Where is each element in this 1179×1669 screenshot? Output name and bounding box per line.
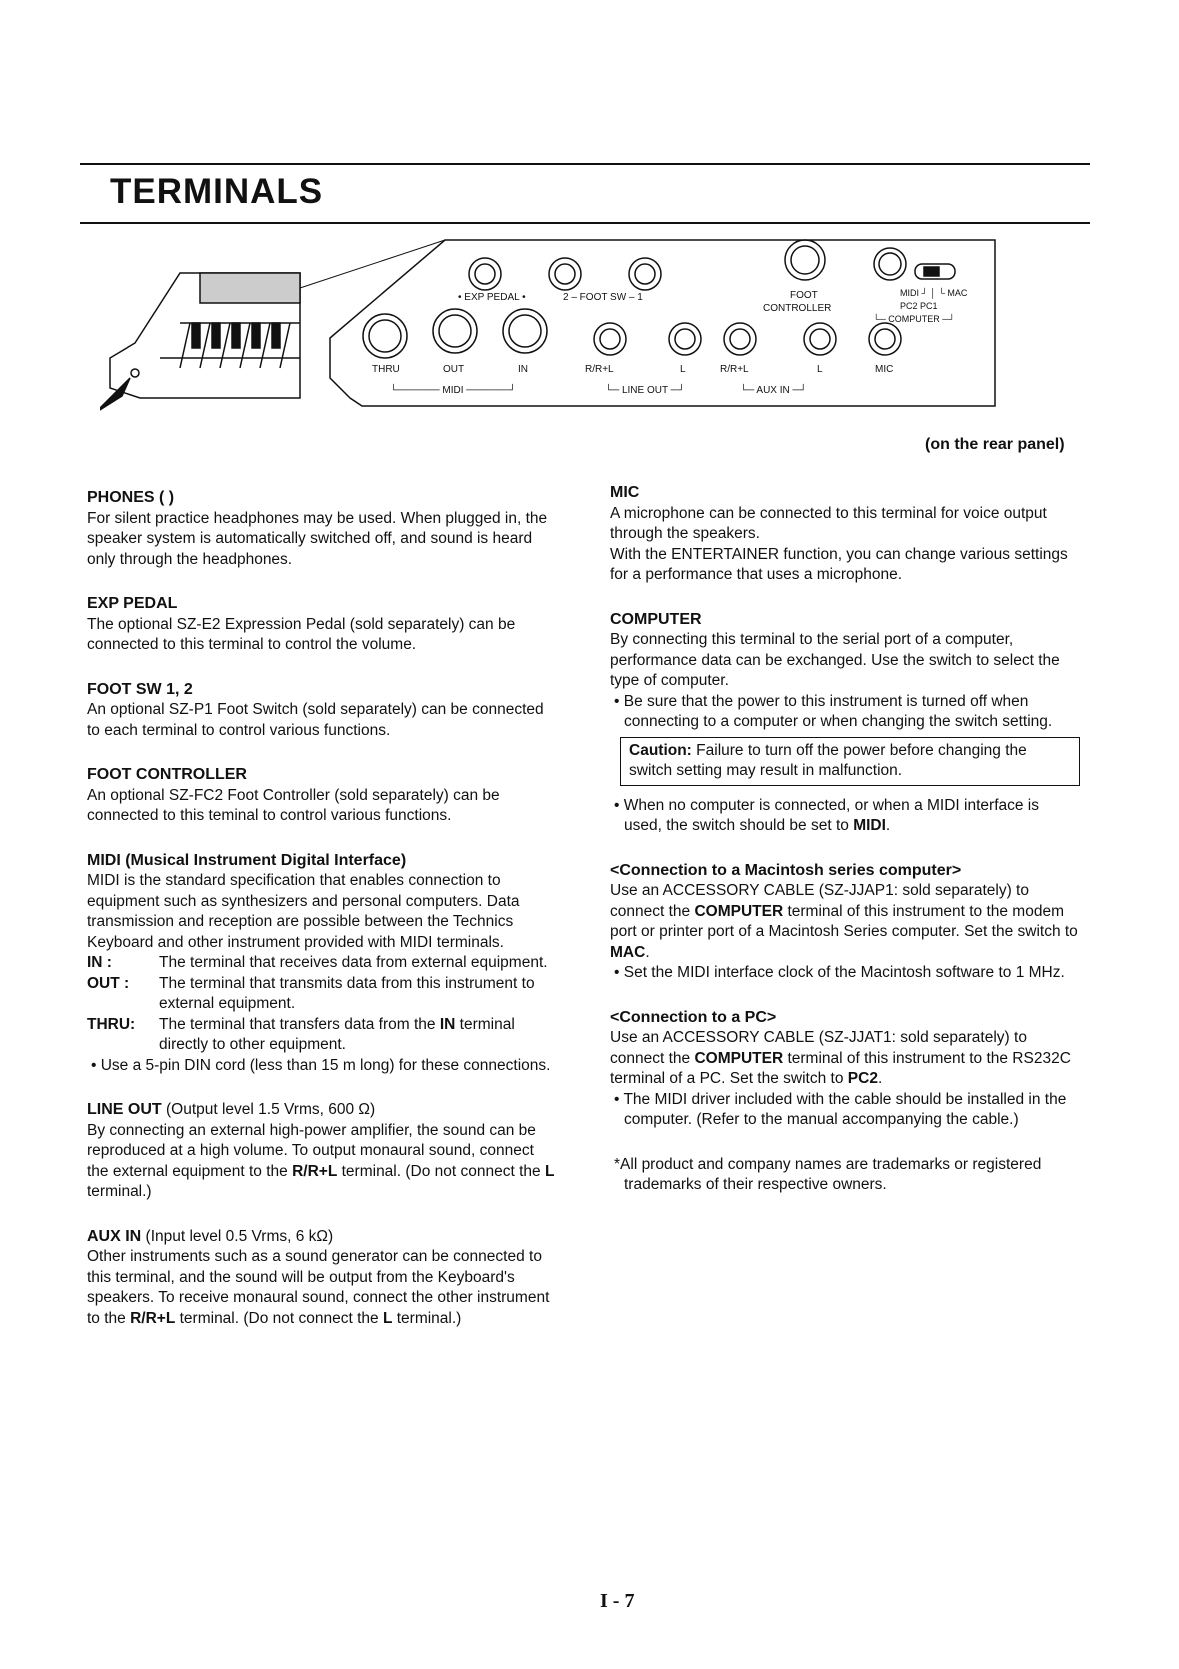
midi-thru-term: THRU: — [87, 1015, 136, 1033]
midi-out-desc: The terminal that transmits data from this instrument to external equipment. — [159, 974, 535, 1012]
mac-heading: <Connection to a Macintosh series computer> — [610, 861, 962, 879]
exp-pedal-heading: EXP PEDAL — [87, 595, 178, 612]
foot-controller-heading: FOOT CONTROLLER — [87, 766, 247, 783]
foot-sw-label: 2 – FOOT SW – 1 — [563, 292, 643, 303]
midi-thru-desc — [159, 1015, 557, 1056]
mac-body-e: . — [645, 943, 650, 961]
title-rule — [80, 222, 1090, 224]
rear-panel-diagram — [100, 228, 1080, 428]
midi-thru-desc-a: The terminal that transfers data from the — [159, 1015, 440, 1033]
caution-box — [620, 737, 1080, 786]
midi-in-row — [87, 953, 557, 974]
pc2-pc1-label: PC2 PC1 — [900, 301, 938, 311]
aux-in-section — [87, 1227, 557, 1330]
aux-in-r-label: R/R+L — [720, 364, 749, 375]
line-out-heading: LINE OUT — [87, 1101, 162, 1118]
pc-body-a: Use an ACCESSORY CABLE (SZ-JJAT1: sold separately) to connect the — [610, 1029, 1027, 1067]
right-column — [610, 483, 1080, 1196]
midi-thru-desc-in: IN — [439, 1015, 456, 1033]
midi-out-term: OUT : — [87, 974, 130, 992]
line-out-heading-row — [87, 1100, 557, 1121]
foot-controller-section — [87, 765, 557, 827]
mac-body-a: Use an ACCESSORY CABLE (SZ-JJAP1: sold separately) to connect the — [610, 882, 1029, 920]
aux-in-heading: AUX IN — [87, 1227, 142, 1245]
aux-in-label: └─ AUX IN ─┘ — [740, 385, 807, 396]
keyboard-illustration — [100, 273, 300, 413]
page-number: I - 7 — [600, 1590, 635, 1612]
midi-mac-label: MIDI ┘ │ └ MAC — [900, 288, 968, 298]
line-out-body-l: L — [544, 1162, 555, 1180]
midi-heading: MIDI (Musical Instrument Digital Interface) — [87, 851, 407, 869]
pc-body-e: . — [877, 1070, 883, 1087]
foot-sw-section — [87, 680, 557, 742]
mic-section — [610, 483, 1080, 586]
midi-thru-desc-c: terminal directly to other equipment. — [159, 1015, 515, 1053]
computer-bullet-2-c: . — [885, 817, 891, 834]
midi-thru-row — [87, 1015, 557, 1056]
left-column — [87, 488, 557, 1353]
pc-body-computer: COMPUTER — [694, 1049, 784, 1067]
pc-body — [610, 1028, 1080, 1090]
phones-heading: PHONES ( ) — [87, 489, 175, 506]
page-title: TERMINALS — [110, 172, 324, 211]
thru-label: THRU — [372, 364, 400, 375]
rear-panel-note: (on the rear panel) — [925, 436, 1065, 453]
top-rule — [80, 163, 1090, 165]
line-out-r-label: R/R+L — [585, 364, 614, 375]
in-label: IN — [518, 364, 528, 375]
aux-in-heading-row — [87, 1227, 557, 1248]
mic-body-2: With the ENTERTAINER function, you can change various settings for a performance that uses a microphone. — [610, 545, 1068, 583]
midi-in-term: IN : — [87, 954, 112, 971]
mac-body-computer: COMPUTER — [694, 902, 784, 920]
midi-in-desc: The terminal that receives data from external equipment. — [159, 954, 548, 971]
pc-body-pc2: PC2 — [847, 1070, 878, 1087]
midi-bullet: • Use a 5-pin DIN cord (less than 15 m long) for these connections. — [91, 1056, 551, 1074]
line-out-body-rrl: R/R+L — [292, 1162, 338, 1180]
foot-controller-label-2: CONTROLLER — [763, 303, 832, 314]
exp-pedal-label: • EXP PEDAL • — [458, 292, 526, 303]
trademark-note: *All product and company names are trademarks or registered trademarks of their respective owners. — [614, 1155, 1042, 1193]
foot-controller-body: An optional SZ-FC2 Foot Controller (sold separately) can be connected to this teminal to control various functions. — [87, 786, 500, 824]
aux-in-body-e: terminal.) — [392, 1309, 462, 1327]
exp-pedal-section — [87, 594, 557, 656]
aux-in-body-c: terminal. (Do not connect the — [175, 1309, 383, 1327]
aux-in-l-label: L — [817, 364, 823, 375]
aux-in-body-rrl: R/R+L — [130, 1309, 176, 1327]
midi-label: └────── MIDI ──────┘ — [390, 385, 516, 396]
computer-bullet-2-a: • When no computer is connected, or when a MIDI interface is used, the switch should be set to — [614, 796, 1039, 834]
mac-body-mac: MAC — [610, 943, 646, 961]
pc-body-c: terminal of this instrument to the RS232C terminal of a PC. Set the switch to — [610, 1049, 1071, 1087]
mic-heading: MIC — [610, 484, 640, 501]
line-out-body-e: terminal.) — [87, 1183, 152, 1200]
line-out-section — [87, 1100, 557, 1203]
computer-body: By connecting this terminal to the serial port of a computer, performance data can be exchanged. Use the switch to select the type of computer. — [610, 631, 1060, 689]
foot-controller-label-1: FOOT — [790, 290, 818, 301]
line-out-body-c: terminal. (Do not connect the — [337, 1162, 545, 1180]
mac-body — [610, 881, 1080, 963]
line-out-body — [87, 1121, 557, 1203]
mic-body-1: A microphone can be connected to this terminal for voice output through the speakers. — [610, 504, 1047, 542]
mac-section — [610, 861, 1080, 984]
pc-section — [610, 1008, 1080, 1131]
line-out-label: └─ LINE OUT ─┘ — [605, 385, 685, 396]
computer-bullet-1: • Be sure that the power to this instrument is turned off when connecting to a computer or when changing the switch setting. — [614, 692, 1053, 730]
pc-heading: <Connection to a PC> — [610, 1008, 777, 1026]
midi-body: MIDI is the standard specification that enables connection to equipment such as synthesizers and personal computers. Data transmission and reception are possible between the Technics Keyboard and other instrument provided with MIDI terminals. — [87, 872, 520, 951]
midi-out-row — [87, 974, 557, 1015]
line-out-body-a: By connecting an external high-power amplifier, the sound can be reproduced at a high volume. To output monaural sound, connect the external equipment to the — [87, 1121, 536, 1180]
mac-body-c: terminal of this instrument to the modem port or printer port of a Macintosh Series computer. Set the switch to — [610, 902, 1078, 940]
aux-in-body-l: L — [382, 1309, 393, 1327]
line-out-heading-note: (Output level 1.5 Vrms, 600 Ω) — [161, 1101, 376, 1118]
computer-bullet-2-midi: MIDI — [853, 817, 886, 834]
foot-sw-body: An optional SZ-P1 Foot Switch (sold separately) can be connected to each terminal to control various functions. — [87, 701, 544, 739]
out-label: OUT — [443, 364, 465, 375]
computer-section — [610, 610, 1080, 837]
caution-label: Caution: — [629, 741, 692, 759]
aux-in-body-a: Other instruments such as a sound generator can be connected to this terminal, and the sound will be output from the Keyboard's speakers. To receive monaural sound, connect the other instrument to the — [87, 1248, 550, 1327]
caution-body: Failure to turn off the power before changing the switch setting may result in malfunction. — [629, 741, 1027, 779]
phones-section — [87, 488, 557, 570]
computer-label: └─ COMPUTER ─┘ — [873, 314, 956, 324]
mic-label: MIC — [875, 364, 894, 375]
pc-bullet: • The MIDI driver included with the cable should be installed in the computer. (Refer to the manual accompanying the cable.) — [614, 1090, 1067, 1128]
computer-bullet-2 — [610, 796, 1080, 837]
line-out-l-label: L — [680, 364, 686, 375]
phones-body: For silent practice headphones may be used. When plugged in, the speaker system is automatically switched off, and sound is heard only through the headphones. — [87, 509, 548, 568]
computer-heading: COMPUTER — [610, 610, 702, 628]
aux-in-heading-note: (Input level 0.5 Vrms, 6 kΩ) — [141, 1227, 334, 1245]
foot-sw-heading: FOOT SW 1, 2 — [87, 680, 193, 698]
exp-pedal-body: The optional SZ-E2 Expression Pedal (sold separately) can be connected to this terminal to control the volume. — [87, 615, 516, 653]
midi-section — [87, 851, 557, 1077]
aux-in-body — [87, 1247, 557, 1329]
mac-bullet: • Set the MIDI interface clock of the Macintosh software to 1 MHz. — [614, 964, 1065, 981]
